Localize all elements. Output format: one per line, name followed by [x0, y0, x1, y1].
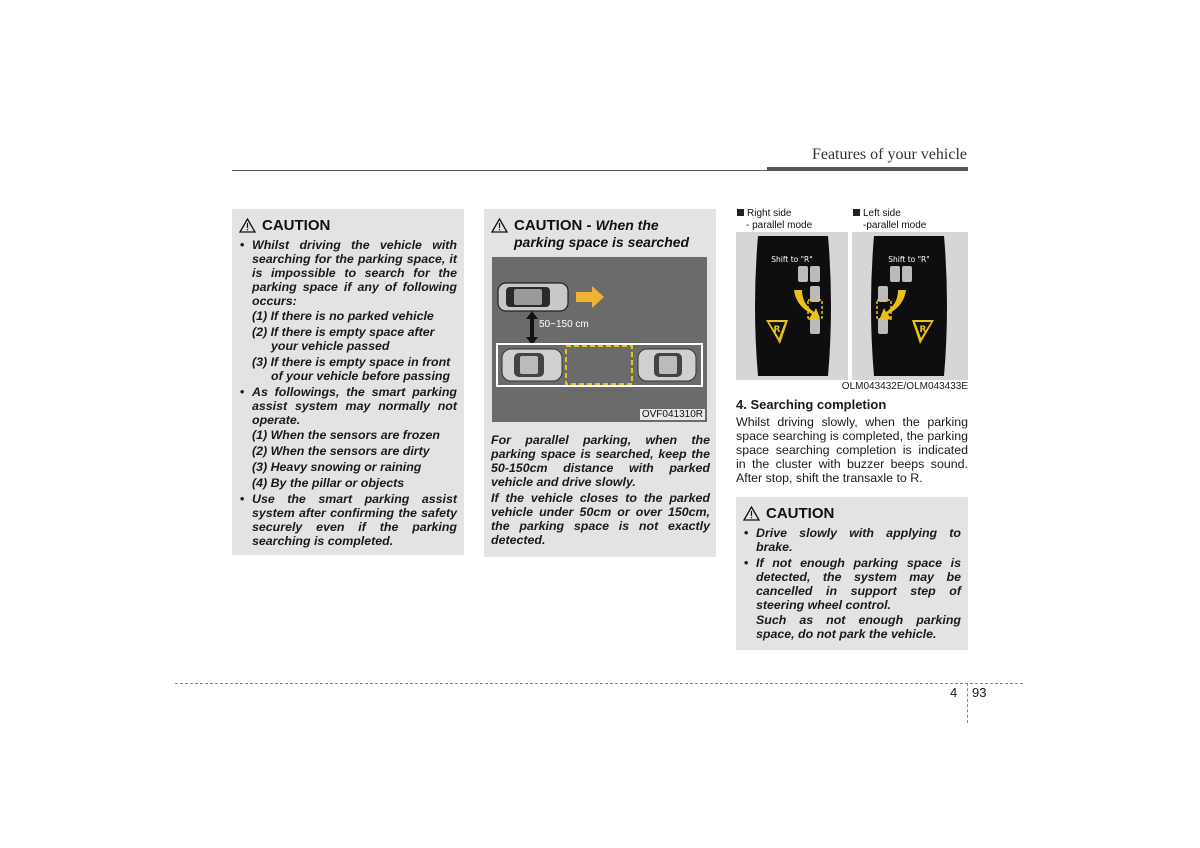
square-bullet-icon: [737, 209, 744, 216]
list-item: (1) When the sensors are frozen: [252, 428, 440, 442]
distance-arrow-icon: [526, 311, 538, 345]
figure-label-left: Left side -parallel mode: [853, 208, 926, 232]
direction-arrow-icon: [576, 286, 604, 308]
caution-heading: [239, 217, 457, 234]
figure-code: OLM043432E/OLM043433E: [841, 381, 968, 392]
caution-paragraph: If the vehicle closes to the parked vehicle under 50cm or over 150cm, the parking space is not exactly detected.: [491, 491, 710, 547]
page-number: 93: [972, 685, 987, 700]
footer-divider: [967, 683, 968, 723]
parked-car-icon: [638, 349, 696, 381]
list-item: (2) If there is empty space after your vehicle passed: [252, 325, 435, 353]
caution-bullet: • As followings, the smart parking assist system may normally not operate. (1) When the sensors are frozen (2) When the sensors are dirty (3) Heavy snowing or raining (4) By the pillar or objects: [239, 385, 457, 490]
page-header-title: Features of your vehicle: [811, 146, 967, 163]
caution-bullet: • If not enough parking space is detected, the system may be cancelled in support step of steering wheel control. Such as not enough parking space, do not park the vehicle.: [743, 556, 961, 641]
reverse-badge-left: R: [919, 325, 927, 335]
caution-heading-text: CAUTION -: [514, 217, 592, 234]
caution-bullet: • Drive slowly with applying to brake.: [743, 526, 961, 554]
figure-code: OVF041310R: [641, 409, 703, 420]
cluster-message-left: Shift to "R": [888, 255, 930, 264]
caution-heading-text: CAUTION: [262, 217, 331, 234]
cluster-message-right: Shift to "R": [771, 255, 813, 264]
caution-paragraph: For parallel parking, when the parking space is searched, keep the 50-150cm distance with parked vehicle and drive slowly.: [491, 433, 710, 489]
header-rule: [232, 170, 767, 171]
cluster-display-illustrations: [736, 232, 968, 380]
square-bullet-icon: [853, 209, 860, 216]
caution-bullet: • Whilst driving the vehicle with searching for the parking space, it is impossible to search for the parking space if any of following occurs: (1) If there is no parked vehicle (2) If there is empty space after your vehicle passed (3) If there is empty space in front of your vehicle before passing: [239, 238, 457, 383]
caution-box-completion: [736, 497, 968, 650]
caution-text: [491, 433, 710, 549]
warning-triangle-icon: [743, 506, 760, 521]
list-item: (1) If there is no parked vehicle: [252, 309, 434, 323]
header-rule-accent: [767, 167, 968, 171]
caution-bullet: • Use the smart parking assist system after confirming the safety securely even if the parking searching is completed.: [239, 492, 457, 548]
parallel-parking-illustration: [492, 257, 707, 422]
distance-label: 50~150 cm: [539, 319, 589, 330]
list-item: (3) If there is empty space in front of your vehicle before passing: [252, 355, 451, 383]
empty-space-marker: [566, 346, 632, 384]
caution-heading: [491, 217, 709, 251]
caution-heading: [743, 505, 961, 522]
caution-box-search: [232, 209, 464, 555]
caution-subheading: When the parking space is searched: [514, 217, 690, 250]
warning-triangle-icon: [491, 218, 508, 233]
warning-triangle-icon: [239, 218, 256, 233]
section-body: Whilst driving slowly, when the parking space searching is completed, the parking space searching completion is indicated in the cluster with buzzer beeps sound. After stop, shift the transaxle to R.: [736, 415, 968, 485]
section-title: 4. Searching completion: [736, 397, 887, 412]
moving-car-icon: [498, 283, 568, 311]
chapter-number: 4: [950, 685, 958, 700]
parked-car-icon: [502, 349, 562, 381]
footer-rule: [175, 683, 1023, 684]
parking-diagram: [492, 257, 707, 422]
figure-label-right: Right side - parallel mode: [737, 208, 812, 232]
list-item: (2) When the sensors are dirty: [252, 444, 430, 458]
list-item: (3) Heavy snowing or raining: [252, 460, 422, 474]
caution-heading-text: CAUTION: [766, 505, 835, 522]
reverse-badge-right: R: [773, 325, 781, 335]
list-item: (4) By the pillar or objects: [252, 476, 405, 490]
